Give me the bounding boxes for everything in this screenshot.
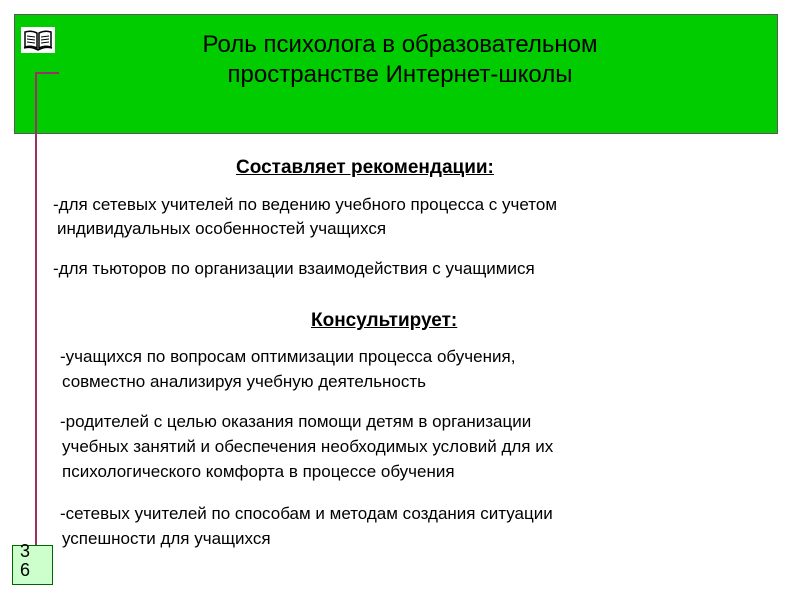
book-icon xyxy=(21,27,55,53)
decorative-horizontal-line xyxy=(35,72,59,74)
list-item-line: психологического комфорта в процессе обучения xyxy=(62,462,455,481)
page-number-digit: 3 xyxy=(19,541,30,561)
slide-title-line: Роль психолога в образовательном xyxy=(202,31,598,58)
list-item-line: учебных занятий и обеспечения необходимых условий для их xyxy=(62,437,554,456)
slide-title xyxy=(120,30,680,90)
list-item-line: -для тьюторов по организации взаимодействия с учащимися xyxy=(53,259,535,278)
slide-title-line: пространстве Интернет-школы xyxy=(227,61,573,88)
list-item-line: -сетевых учителей по способам и методам создания ситуации xyxy=(60,504,553,523)
section-heading-recommendations: Составляет рекомендации: xyxy=(236,157,494,178)
list-item-line: успешности для учащихся xyxy=(62,529,271,548)
page-number-digit: 6 xyxy=(19,560,30,580)
decorative-vertical-line xyxy=(35,72,37,546)
list-item-line: индивидуальных особенностей учащихся xyxy=(57,219,387,238)
section-heading-consults: Консультирует: xyxy=(311,310,458,331)
page-number xyxy=(14,542,36,580)
list-item-line: -родителей с целью оказания помощи детям в организации xyxy=(60,412,532,431)
list-item-line: -учащихся по вопросам оптимизации процесса обучения, xyxy=(60,347,516,366)
list-item-line: -для сетевых учителей по ведению учебного процесса с учетом xyxy=(53,195,558,214)
list-item-line: совместно анализируя учебную деятельность xyxy=(62,372,427,391)
